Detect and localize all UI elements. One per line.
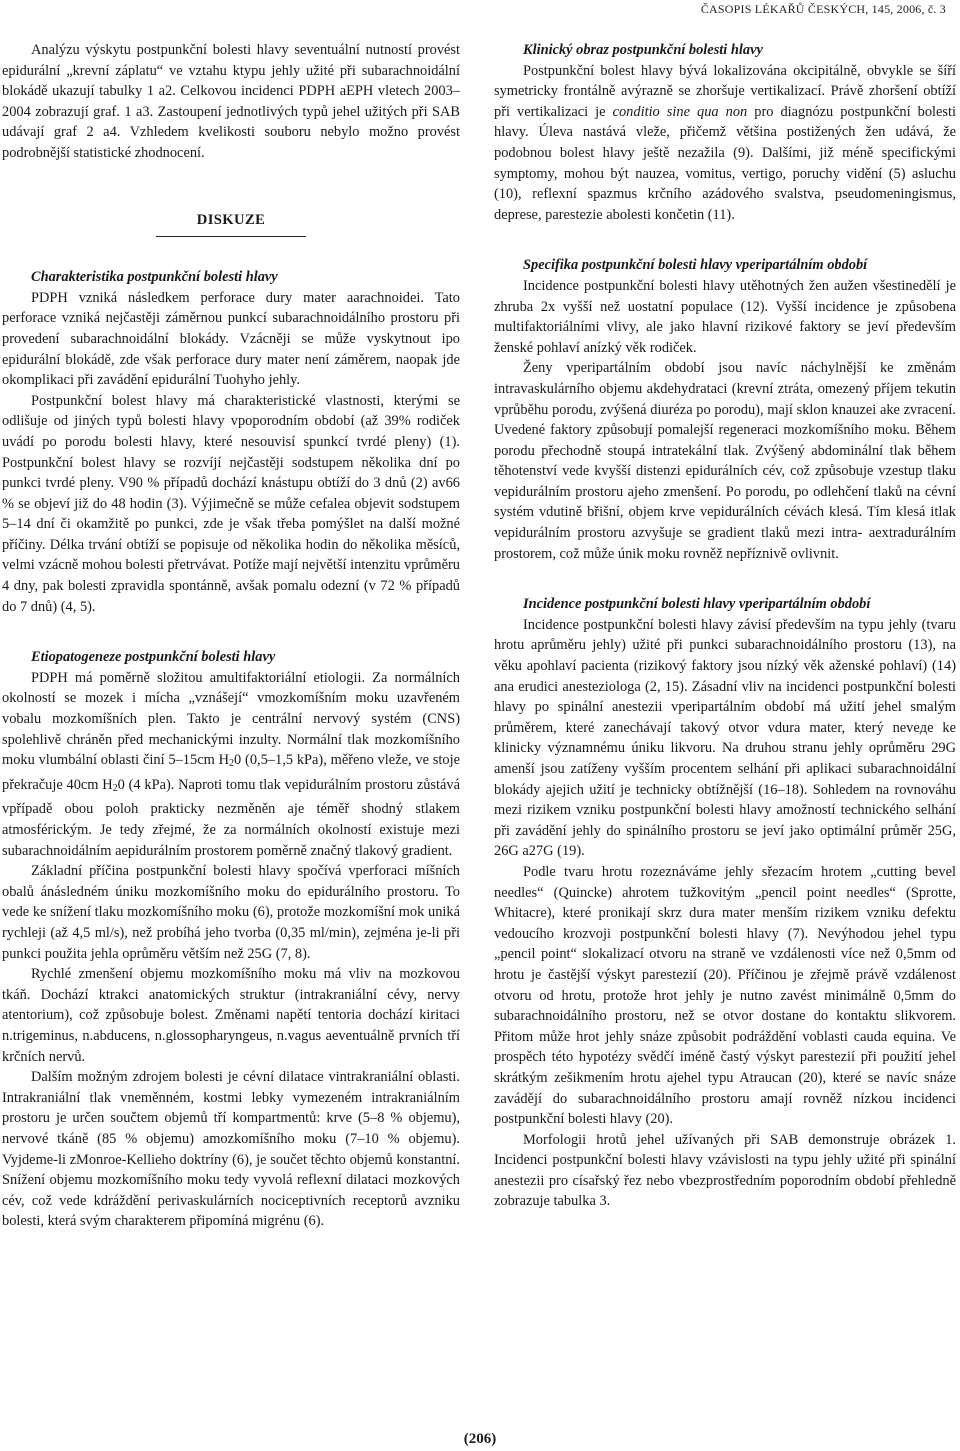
heading-klinicky-obraz: Klinický obraz postpunkční bolesti hlavy: [523, 42, 763, 58]
etio-text-a: PDPH má poměrně složitou amultifaktoriální etiologii. Za normálních okolností se mozek i mícha „vznášejí“ vmozkomíšním moku uzavřeném vobalu mozkomíšních plen. Takto je centrální nervový systém (CNS) spolehlivě chráněn před mechanickými inzulty. Normální tlak mozkomíšního moku vlumbální oblasti činí 5–15cm H: [2, 669, 460, 769]
etio-paragraph-4: Dalším možným zdrojem bolesti je cévní dilatace vintrakraniální oblasti. Intrakraniální tlak vneměnném, kostmi lebky vymezeném intrakraniálním prostoru je určen součtem objemů tří kompartmentů: krve (5–8 % objemu), nervové tkáně (85 % objemu) amozkomíšního moku (7–10 % objemu). Vyjdeme-li zMonroe-Kellieho doktríny (6), je součet těchto objemů konstantní. Snížení objemu mozkomíšního moku tedy vyvolá reflexní dilataci mozkových cév, což vede kdráždění perivaskulárních nociceptivních receptorů avzniku bolesti, která svým charakterem připomíná migrénu (6).: [2, 1069, 460, 1230]
inc-paragraph-1: Incidence postpunkční bolesti hlavy závisí především na typu jehly (tvaru hrotu aprůměru jehly) užité při punkci subarachnoidálního prostoru (13), na věku apohlaví pacienta (rizikový faktory jsou nízký věk aženské pohlaví) (14) ana erudici anesteziologa (2, 15). Zásadní vliv na incidenci postpunkční bolesti hlavy po spinální anestezii vperipartálním období má užití jehel smalým průměrem, které zanechávají takový otvor vdura mater, který neveде ke klinicky významnému úniku likvoru. Na druhou stranu jehly oprůměru 29G amenší jsou zatíženy vyšším procentem selhání při aplikaci subarachnoidální blokády ajejich užití je technicky obtížnější (16–18). Sohledem na rovnováhu mezi rizikem vzniku postpunkční bolesti hlavy amožností technického selhání při zavádění jehly do spinálního prostoru se jeví jako optimální průměr 25G, 26G a27G (19).: [494, 616, 956, 860]
heading-etiopatogeneze: Etiopatogeneze postpunkční bolesti hlavy: [31, 649, 276, 666]
klin-italic-phrase: conditio sine qua non: [612, 103, 748, 120]
char-paragraph-1: PDPH vzniká následkem perforace dury mater aarachnoidei. Tato perforace vzniká nejčastěji záměrnou punkcí subarachnoidálního prostoru při provedení subarachnoidální blokády. Vzácněji se může vyskytnout ipo epidurální blokádě, zde však perforace dury mater není záměrem, naopak jde okomplikaci při zavádění epidurální Tuohyho jehly.: [2, 289, 460, 389]
char-paragraph-2: Postpunkční bolest hlavy má charakteristické vlastnosti, kterými se odlišuje od jiných typů bolesti hlavy vpoporodním období (až 39% rodiček uvádí po porodu bolesti hlavy, které nesouvisí spunkcí tvrdé pleny) (1). Postpunkční bolest hlavy se rozvíjí nejčastěji sodstupem několika dní po punkci tvrdé pleny. V90 % případů dochází knástupu obtíží do 3 dnů (2) av66 % se objeví již do 48 hodin (3). Výjimečně se může cefalea objevit sodstupem 5–14 dní či okamžitě po punkci, zde je však třeba pomýšlet na další možné příčiny. Délka trvání obtíží se popisuje od několika hodin do několika měsíců, velmi vzácně mohou bolesti přetrvávat. Potíže mají největší intenzitu vprůměru 4 dny, pak bolesti zpravidla spontánně, avšak pomalu odezní (v 72 % případů do 7 dnů) (4, 5).: [2, 392, 460, 615]
spec-paragraph-2: Ženy vperipartálním období jsou navíc náchylnější ke změnám intravaskulárního objemu akdehydrataci (krevní ztráta, omezený příjem tekutin vprůběhu porodu, zvýšená diuréza po porodu), mají sklon knauzei ake zvracení. Uvedené faktory způsobují pomalejší regeneraci mozkomíšního moku. Během porodu přechodně stoupá intratekální tlak. Zvýšený abdominální tlak během těhotenství vede kvyšší distenzi epidurálních cév, což způsobuje vzestup tlaku vepidurálním prostoru ajeho zmenšení. Po porodu, po odlehčení tlaků na cévní systém vdutině břišní, objem krve vepidurálních cévách klesá. Tím klesá itlak vepidurálním prostoru azvyšuje se gradient tlaků mezi intra- aextradurálním prostorem, což může únik moku rovněž nepříznivě ovlivnit.: [494, 360, 956, 562]
klin-text-a: Postpunkční bolest hlavy bývá lokalizována okcipitálně, obvykle se šíří symetricky frontálně avýrazně se zhoršuje vertikalizací. Právě zhoršení obtíží při vertikalizaci je: [494, 62, 956, 120]
left-column: [2, 40, 460, 1232]
etio-text-b: 0 (0,5–1,5 kPa), měřeno vleže, ve stoje překračuje 40cm H: [2, 752, 460, 793]
subscript-2b: 2: [112, 782, 118, 794]
inc-paragraph-2: Podle tvaru hrotu rozeznáváme jehly sřezacím hrotem „cutting bevel needles“ (Quincke) ahrotem tužkovitým „pencil point needles“ (Sprotte, Whitacre), které pronikají skrz dura mater menším rizikem vzniku defektu vedoucího krozvoji postpunkční bolesti hlavy (7). Nevýhodou jehel typu „pencil point“ slokalizací otvoru na straně ve vzdálenosti více než 0,5mm od hrotu je častější výskyt parestezií (20). Příčinou je zřejmě právě vzdálenost otvoru od hrotu, protože hrot jehly je nutno zavést minimálně 0,5mm do subarachnoidálního prostoru, než se otvor dostane do kontaktu slikvorem. Přitom může hrot jehly snáze způsobit podráždění voblasti cauda equina. Ve prospěch této hypotézy svědčí iméně častý výskyt parestezií při použití jehel skrátkým zešikmením hrotu ajehel typu Atraucan (20), které se navíc snáze zavádějí do subarachnoidálního prostoru amají rovněž nízkou incidenci postpunkční bolesti hlavy (20).: [494, 863, 956, 1128]
section-title-diskuze: [2, 210, 460, 238]
etio-paragraph-1: [2, 668, 460, 861]
diskuze-heading: DISKUZE: [156, 210, 306, 238]
inc-paragraph-3: Morfologii hrotů jehel užívaných při SAB demonstruje obrázek 1. Incidenci postpunkční bolesti hlavy vzávislosti na typu jehly užité při spinální anestezii pro císařský řez nebo vbezprostředním poporodním období přehledně zobrazuje tabulka 3.: [494, 1131, 956, 1210]
klin-text-b: pro diagnózu postpunkční bolesti hlavy. Úleva nastává vleže, přičemž většina postižených žen udává, že podobnou bolest hlavy ještě nezažila (9). Dalšími, již méně specifickými symptomy, mohou být nauzea, vomitus, vertigo, poruchy vidění (5) asluchu (10), reflexní spazmus krčního azádového svalstva, pseudomeningismus, deprese, parestezie abolesti končetin (11).: [494, 103, 957, 223]
etio-paragraph-3: Rychlé zmenšení objemu mozkomíšního moku má vliv na mozkovou tkáň. Dochází ktrakci anatomických struktur (intrakraniální cévy, nervy atentorium), což způsobuje bolest. Změnami napětí tentoria dochází kiritaci n.trigeminus, n.abducens, n.glossopharyngeus, n.vagus aeventuálně prvních tří krčních nervů.: [2, 966, 460, 1065]
etio-text-c: 0 (4 kPa). Naproti tomu tlak vepidurálním prostoru zůstává vpřípadě obou poloh prakticky nezměněn aje téměř shodný stlakem atmosférickým. Je tedy zřejmé, že za normálních okolností existuje mezi subarachnoidálním aepidurálním prostorem poměrně značný tlakový gradient.: [2, 776, 460, 859]
running-head: ČASOPIS LÉKAŘŮ ČESKÝCH, 145, 2006, č. 3: [700, 2, 946, 16]
page-number: (206): [463, 1431, 497, 1447]
right-column: [494, 40, 956, 1212]
subscript-2: 2: [229, 758, 234, 770]
heading-charakteristika: Charakteristika postpunkční bolesti hlavy: [31, 269, 278, 286]
spec-paragraph-1: Incidence postpunkční bolesti hlavy utěhotných žen aužen všestinedělí je zhruba 2x vyšší než uostatní populace (12). Vyšší incidence je způsobena multifaktoriálními vlivy, ale jako hlavní rizikové faktory se jeví především ženské pohlaví anízký věk rodiček.: [494, 277, 956, 356]
klin-paragraph-1: [494, 61, 956, 226]
heading-specifika: Specifika postpunkční bolesti hlavy vperipartálním období: [523, 257, 868, 274]
heading-incidence: Incidence postpunkční bolesti hlavy vperipartálním období: [523, 596, 871, 613]
intro-paragraph: Analýzu výskytu postpunkční bolesti hlavy seventuální nutností provést epidurální „krevní záplatu“ ve vztahu ktypu jehly užité při subarachnoidální blokádě ukazují tabulky 1 a2. Celkovou incidenci PDPH aEPH vletech 2003–2004 zobrazují graf. 1 a3. Zastoupení jednotlivých typů jehel užitých při SAB udávají graf 2 a4. Vzhledem kvelikosti souboru nebylo možno provést podrobnější statistické zhodnocení.: [2, 42, 460, 161]
etio-paragraph-2: Základní příčina postpunkční bolesti hlavy spočívá vperforaci míšních obalů ánásledném úniku mozkomíšního moku do epidurálního prostoru. To vede ke snížení tlaku mozkomíšního moku (6), protože mozkomíšní mok uniká rychleji (až 4,5 ml/s), než probíhá jeho tvorba (0,35 ml/min), zejména je-li při punkci použita jehla oprůměru větším než 25G (7, 8).: [2, 863, 460, 962]
